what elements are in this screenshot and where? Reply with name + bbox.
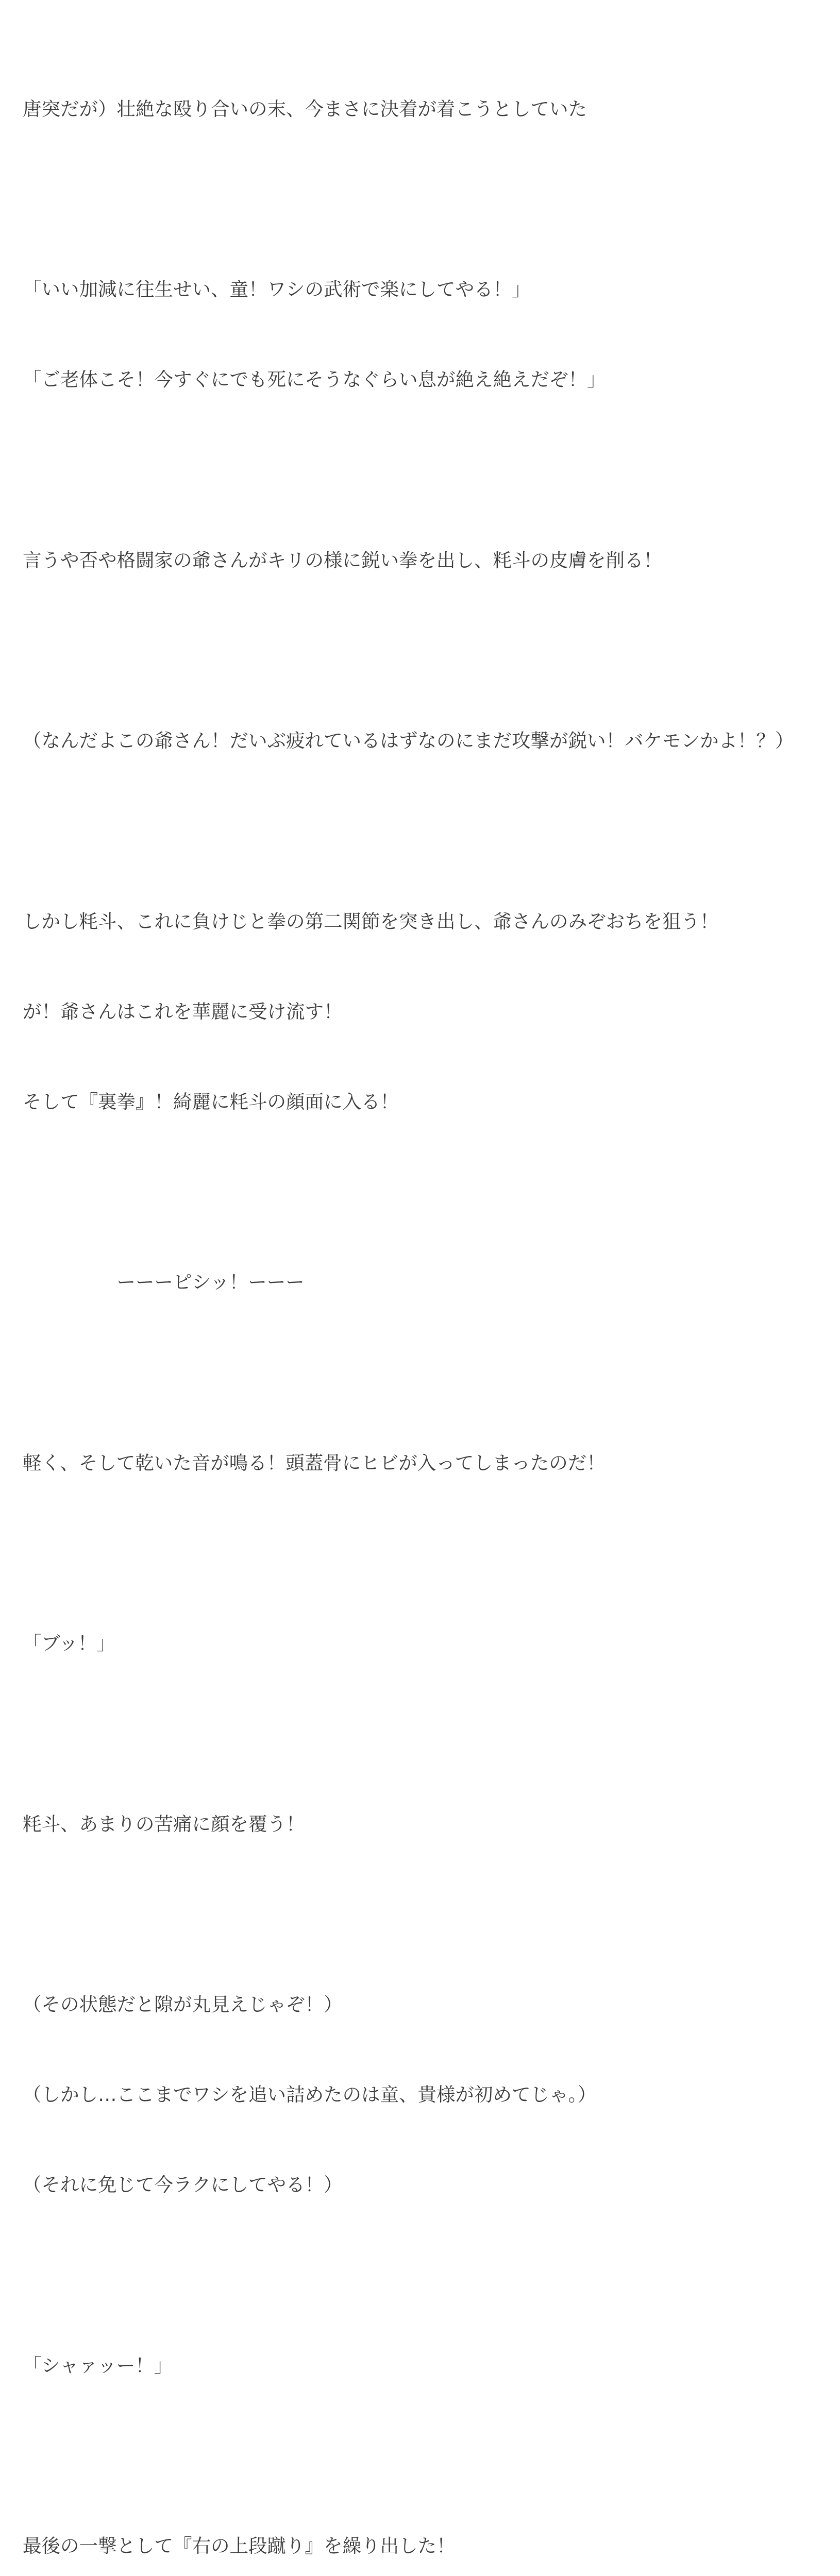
blank-line <box>23 184 840 214</box>
narration-line: が！爺さんはこれを華麗に受け流す！ <box>23 1000 343 1023</box>
narration-line: 粍斗、あまりの苦痛に顔を覆う！ <box>23 1812 305 1835</box>
narration-line: 最後の一撃として『右の上段蹴り』を繰り出した！ <box>23 2535 456 2557</box>
dialogue-line: 「ご老体こそ！今すぐにでも死にそうなぐらい息が絶え絶えだぞ！」 <box>23 368 606 391</box>
sound-effect-line: ーーーピシッ！ーーー <box>23 1271 305 1294</box>
blank-line <box>23 1538 840 1568</box>
blank-line <box>23 1900 840 1929</box>
narration-line: 言うや否や格闘家の爺さんがキリの様に鋭い拳を出し、粍斗の皮膚を削る！ <box>23 549 662 571</box>
blank-line <box>23 1177 840 1207</box>
dialogue-line: 「いい加減に往生せい、童！ワシの武術で楽にしてやる！」 <box>23 278 531 301</box>
blank-line <box>23 2441 840 2471</box>
narration-line: 唐突だが）壮絶な殴り合いの末、今まさに決着が着こうとしていた <box>23 97 587 120</box>
narration-line: しかし粍斗、これに負けじと拳の第二関節を突き出し、爺さんのみぞおちを狙う！ <box>23 910 719 933</box>
story-text <box>23 34 840 2576</box>
narration-line: 軽く、そして乾いた音が鳴る！頭蓋骨にヒビが入ってしまったのだ！ <box>23 1451 606 1474</box>
thought-line: （その状態だと隙が丸見えじゃぞ！） <box>23 1993 343 2016</box>
narration-line: そして『裏拳』！綺麗に粍斗の顔面に入る！ <box>23 1091 399 1113</box>
blank-line <box>23 816 840 846</box>
blank-line <box>23 455 840 485</box>
dialogue-line: 「ブッ！」 <box>23 1632 115 1655</box>
dialogue-line: 「シャァッー！」 <box>23 2354 173 2377</box>
thought-line: （それに免じて今ラクにしてやる！） <box>23 2174 343 2196</box>
thought-line: （なんだよこの爺さん！だいぶ疲れているはずなのにまだ攻撃が鋭い！バケモンかよ！？） <box>23 730 794 752</box>
blank-line <box>23 2261 840 2291</box>
thought-line: （しかし…ここまでワシを追い詰めたのは童、貴様が初めてじゃ。） <box>23 2083 597 2106</box>
blank-line <box>23 1719 840 1749</box>
blank-line <box>23 636 840 666</box>
blank-line <box>23 1358 840 1388</box>
